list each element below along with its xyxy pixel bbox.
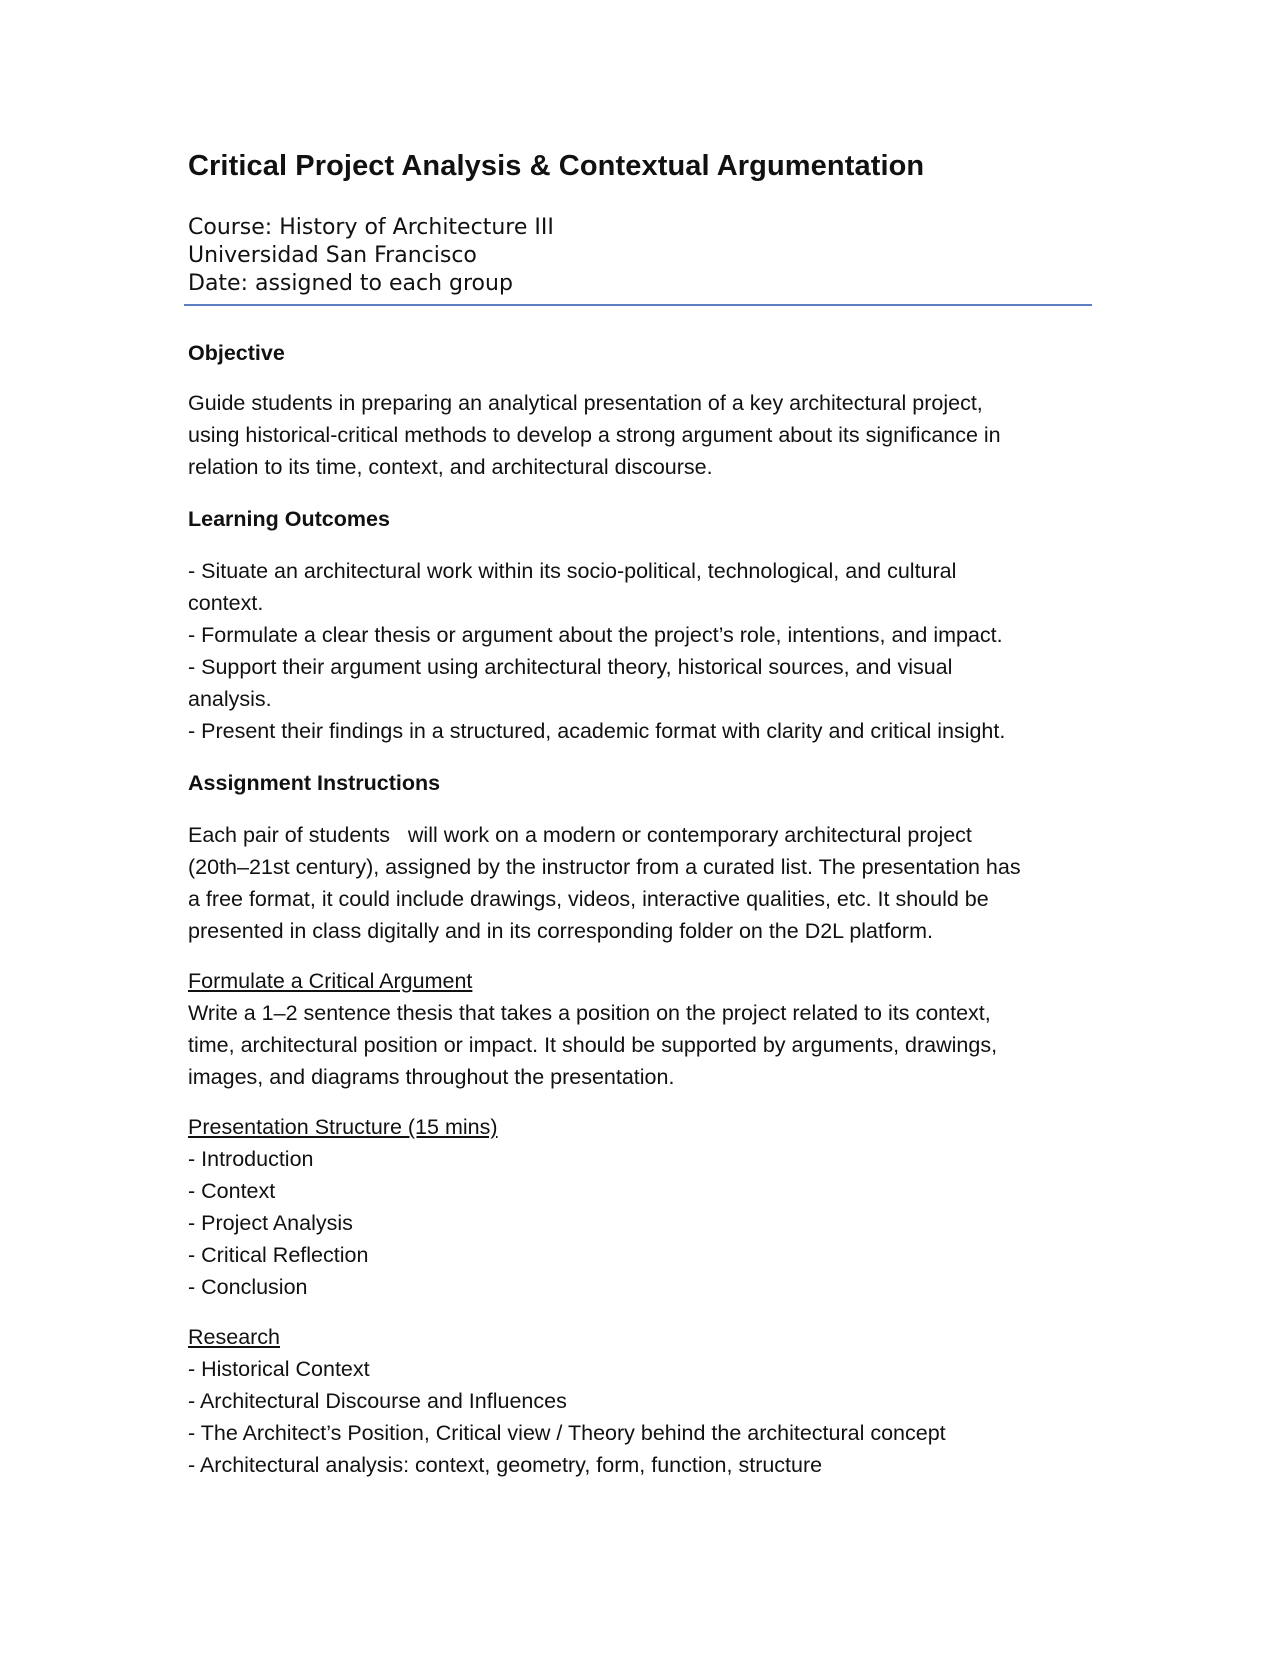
- structure-item: - Critical Reflection: [188, 1243, 369, 1267]
- research-item: - Architectural analysis: context, geometry, form, function, structure: [188, 1453, 823, 1477]
- document-title: Critical Project Analysis & Contextual Argumentation: [188, 150, 925, 182]
- instructions-line: (20th–21st century), assigned by the instructor from a curated list. The presentation has: [188, 855, 1021, 879]
- instructions-heading: Assignment Instructions: [188, 771, 441, 795]
- document-meta: [188, 214, 554, 298]
- instructions-line: presented in class digitally and in its corresponding folder on the D2L platform.: [188, 919, 933, 943]
- instructions-paragraph: [188, 819, 1088, 947]
- objective-line: using historical-critical methods to develop a strong argument about its significance in: [188, 423, 1001, 447]
- structure-item: - Conclusion: [188, 1275, 308, 1299]
- document-body: [188, 337, 1088, 1481]
- objective-paragraph: [188, 387, 1088, 483]
- objective-heading: Objective: [188, 341, 285, 365]
- argument-paragraph: [188, 997, 1088, 1093]
- structure-heading: Presentation Structure (15 mins): [188, 1115, 498, 1139]
- date-line: Date: assigned to each group: [188, 271, 513, 296]
- instructions-line: a free format, it could include drawings, videos, interactive qualities, etc. It should be: [188, 887, 989, 911]
- course-line: Course: History of Architecture III: [188, 215, 554, 240]
- outcome-item: analysis.: [188, 687, 272, 711]
- research-list: [188, 1353, 1088, 1481]
- argument-line: Write a 1–2 sentence thesis that takes a position on the project related to its context,: [188, 1001, 991, 1025]
- argument-line: images, and diagrams throughout the presentation.: [188, 1065, 675, 1089]
- objective-line: relation to its time, context, and architectural discourse.: [188, 455, 713, 479]
- outcome-item: - Situate an architectural work within its socio-political, technological, and cultural: [188, 559, 957, 583]
- outcome-item: - Support their argument using architectural theory, historical sources, and visual: [188, 655, 953, 679]
- research-item: - The Architect’s Position, Critical view / Theory behind the architectural concept: [188, 1421, 946, 1445]
- university-line: Universidad San Francisco: [188, 243, 477, 268]
- instructions-line: Each pair of students will work on a modern or contemporary architectural project: [188, 823, 972, 847]
- structure-item: - Project Analysis: [188, 1211, 353, 1235]
- outcomes-list: [188, 555, 1088, 747]
- outcome-item: - Present their findings in a structured, academic format with clarity and critical insight.: [188, 719, 1006, 743]
- structure-item: - Context: [188, 1179, 276, 1203]
- header-divider: [184, 304, 1092, 306]
- structure-list: [188, 1143, 1088, 1303]
- structure-item: - Introduction: [188, 1147, 314, 1171]
- research-item: - Historical Context: [188, 1357, 370, 1381]
- outcome-item: - Formulate a clear thesis or argument about the project’s role, intentions, and impact.: [188, 623, 1003, 647]
- outcomes-heading: Learning Outcomes: [188, 507, 390, 531]
- research-item: - Architectural Discourse and Influences: [188, 1389, 567, 1413]
- objective-line: Guide students in preparing an analytical presentation of a key architectural project,: [188, 391, 983, 415]
- research-heading: Research: [188, 1325, 281, 1349]
- argument-line: time, architectural position or impact. It should be supported by arguments, drawings,: [188, 1033, 998, 1057]
- outcome-item: context.: [188, 591, 264, 615]
- argument-heading: Formulate a Critical Argument: [188, 969, 473, 993]
